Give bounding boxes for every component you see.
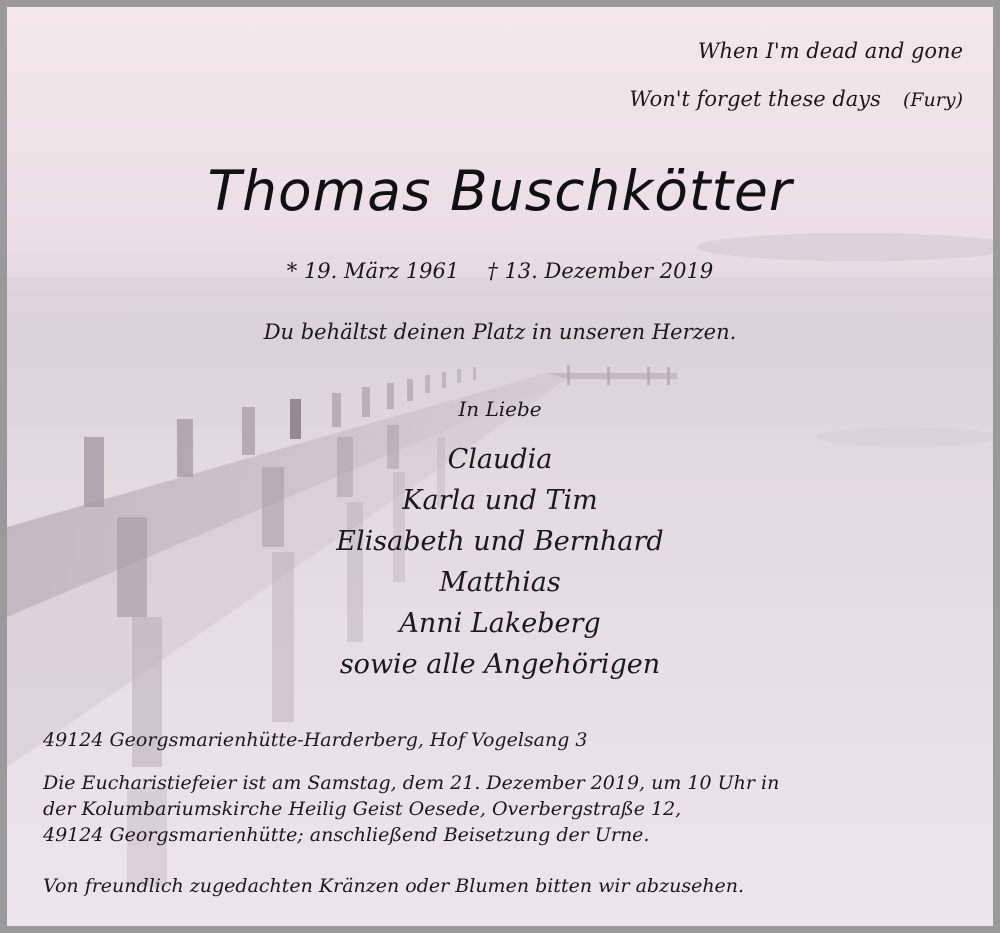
closing-note: Von freundlich zugedachten Kränzen oder Blumen bitten wir abzusehen.: [43, 875, 745, 897]
deceased-name: Thomas Buschkötter: [207, 159, 793, 223]
mourner: Elisabeth und Bernhard: [336, 526, 664, 557]
service-line-3: 49124 Georgsmarienhütte; anschließend Beisetzung der Urne.: [43, 824, 650, 846]
mourner: Karla und Tim: [402, 485, 598, 516]
service-details: [43, 770, 973, 848]
family-address: 49124 Georgsmarienhütte-Harderberg, Hof Vogelsang 3: [43, 729, 588, 751]
service-line-1: Die Eucharistiefeier ist am Samstag, dem 21. Dezember 2019, um 10 Uhr in: [43, 772, 780, 794]
lyric-credit: (Fury): [902, 89, 963, 111]
lyric-line-2-text: Won't forget these days: [629, 87, 881, 111]
motto: Du behältst deinen Platz in unseren Herzen.: [263, 320, 737, 344]
birth-date: * 19. März 1961: [286, 259, 460, 283]
service-line-2: der Kolumbariumskirche Heilig Geist Oesede, Overbergstraße 12,: [43, 798, 682, 820]
mourner: Anni Lakeberg: [399, 608, 601, 639]
obituary-content: [7, 7, 993, 926]
mourner: Matthias: [439, 567, 561, 598]
life-dates: [7, 259, 993, 283]
mourner: sowie alle Angehörigen: [339, 649, 661, 680]
in-love-heading: In Liebe: [458, 397, 542, 421]
death-date: † 13. Dezember 2019: [487, 259, 714, 283]
mourner: Claudia: [447, 444, 553, 475]
lyric-line-2: [629, 87, 963, 111]
lyric-line-1: When I'm dead and gone: [697, 39, 963, 63]
mourners-list: [7, 439, 993, 685]
